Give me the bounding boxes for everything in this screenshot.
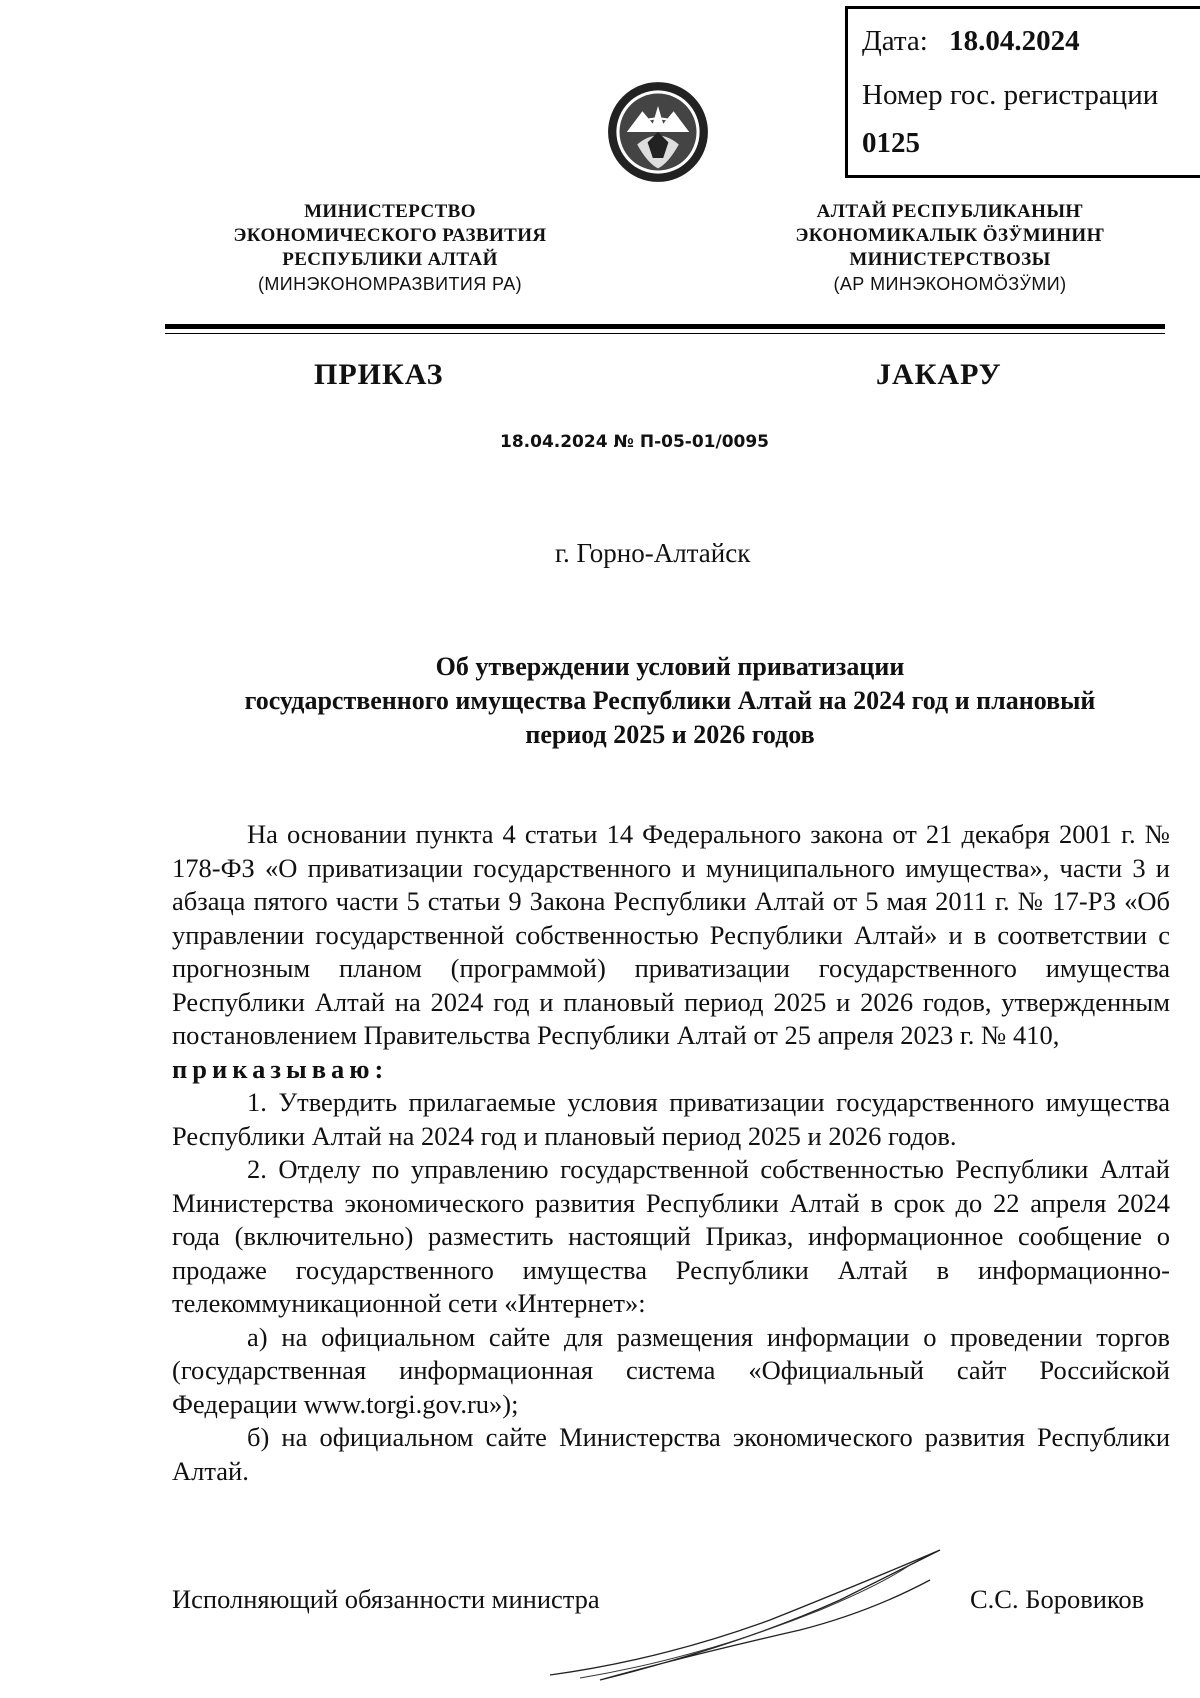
header-divider-thin	[165, 333, 1165, 334]
decree-word: приказываю:	[172, 1053, 389, 1084]
paragraph-item-2: 2. Отделу по управлению государственной собственностью Республики Алтай Министерства экономического развития Республики Алтай в срок до 22 апреля 2024 года (включительно) разместить настоящий Приказ, информационное сообщение о продаже государственного имущества Республики Алтай в информационно-телекоммуникационной сети «Интернет»:	[172, 1154, 1170, 1318]
handwritten-signature	[540, 1540, 960, 1690]
org-line: МИНИСТЕРСТВО	[304, 201, 476, 222]
header-divider	[165, 324, 1165, 329]
registration-number-label: Номер гос. регистрации	[862, 79, 1159, 111]
org-short-name: (МИНЭКОНОМРАЗВИТИЯ РА)	[257, 274, 523, 294]
org-line: АЛТАЙ РЕСПУБЛИКАНЫҤ	[816, 201, 1084, 222]
order-number: 18.04.2024 № П-05-01/0095	[500, 432, 770, 452]
document-title	[180, 650, 1160, 752]
paragraph-basis: На основании пункта 4 статьи 14 Федерального закона от 21 декабря 2001 г. № 178-ФЗ «О приватизации государственного и муниципального имущества», части 3 и абзаца пятого части 5 статьи 9 Закона Республики Алтай от 5 мая 2011 г. № 17-РЗ «Об управлении государственной собственностью Республики Алтай» и в соответствии с прогнозным планом (программой) приватизации государственного имущества Республики Алтай на 2024 год и плановый период 2025 и 2026 годов, утвержденным постановлением Правительства Республики Алтай от 25 апреля 2023 г. № 410,	[172, 819, 1170, 1050]
coat-of-arms-icon	[606, 80, 710, 184]
signatory-name: С.С. Боровиков	[970, 1584, 1145, 1614]
org-line: ЭКОНОМИЧЕСКОГО РАЗВИТИЯ	[233, 225, 547, 246]
organization-header-ru	[190, 200, 590, 296]
org-short-name: (АР МИНЭКОНОМÖЗӰМИ)	[833, 274, 1067, 294]
document-type-alt: JАКАРУ	[876, 358, 1002, 391]
date-label: Дата:	[862, 25, 928, 57]
registration-number-value: 0125	[862, 127, 920, 159]
paragraph-item-a: а) на официальном сайте для размещения информации о проведении торгов (государственная информационная система «Официальный сайт Российской Федерации www.torgi.gov.ru»);	[172, 1321, 1170, 1419]
org-line: МИНИСТЕРСТВОЗЫ	[849, 249, 1051, 270]
registration-date-row	[862, 25, 1080, 58]
title-line: Об утверждении условий приватизации	[435, 652, 905, 681]
document-type-ru: ПРИКАЗ	[314, 358, 444, 391]
signatory-position: Исполняющий обязанности министра	[172, 1584, 600, 1614]
paragraph-item-1: 1. Утвердить прилагаемые условия приватизации государственного имущества Республики Алтай на 2024 год и плановый период 2025 и 2026 годов.	[172, 1087, 1170, 1151]
registration-stamp	[845, 6, 1200, 178]
document-body	[172, 818, 1170, 1488]
date-value: 18.04.2024	[949, 25, 1080, 57]
city: г. Горно-Алтайск	[555, 538, 751, 568]
paragraph-item-b: б) на официальном сайте Министерства экономического развития Республики Алтай.	[172, 1422, 1170, 1486]
organization-header-alt	[760, 200, 1140, 296]
org-line: ЭКОНОМИКАЛЫК ÖЗӰМИНИҤ	[795, 225, 1105, 246]
title-line: период 2025 и 2026 годов	[525, 720, 815, 749]
org-line: РЕСПУБЛИКИ АЛТАЙ	[282, 249, 498, 270]
title-line: государственного имущества Республики Алтай на 2024 год и плановый	[244, 686, 1096, 715]
